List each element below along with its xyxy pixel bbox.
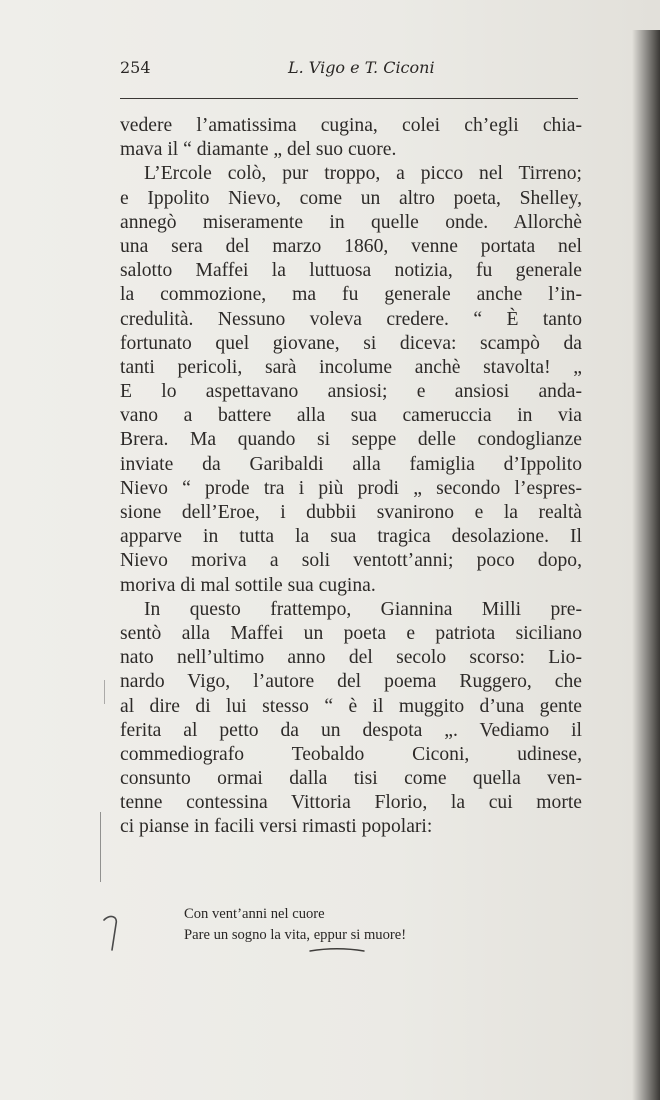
margin-pencil-tick <box>104 680 109 704</box>
text-line: L’Ercole colò, pur troppo, a picco nel Tirreno; <box>144 163 582 185</box>
text-line: annegò miseramente in quelle onde. Allorchè <box>120 211 582 233</box>
text-line: Nievo “ prode tra i più prodi „ secondo l’espres- <box>120 477 582 499</box>
text-line: sentò alla Maffei un poeta e patriota siciliano <box>120 622 582 644</box>
text-line: la commozione, ma fu generale anche l’in- <box>120 284 582 306</box>
verse-quote <box>184 904 544 946</box>
text-line: credulità. Nessuno voleva credere. “ È tanto <box>120 308 582 330</box>
text-line: fortunato quel giovane, si diceva: scampò da <box>120 332 582 354</box>
pencil-underline <box>308 945 366 955</box>
text-line: tenne contessina Vittoria Florio, la cui morte <box>120 792 582 814</box>
verse-line: Con vent’anni nel cuore <box>184 906 325 922</box>
text-line: al dire di lui stesso “ è il muggito d’una gente <box>120 695 582 717</box>
text-line: vedere l’amatissima cugina, colei ch’egli chia- <box>120 115 582 136</box>
text-line: commediografo Teobaldo Ciconi, udinese, <box>120 743 582 765</box>
body-text <box>120 114 582 840</box>
running-head <box>120 58 578 88</box>
text-line: tanti pericoli, sarà incolume anchè stavolta! „ <box>120 356 582 378</box>
text-line: ci pianse in facili versi rimasti popolari: <box>120 816 433 838</box>
text-line: nato nell’ultimo anno del secolo scorso: Lio- <box>120 647 582 669</box>
text-line: moriva di mal sottile sua cugina. <box>120 574 376 596</box>
text-line: salotto Maffei la luttuosa notizia, fu generale <box>120 260 582 282</box>
pencil-mark-icon <box>100 912 124 954</box>
text-line: una sera del marzo 1860, venne portata nel <box>120 235 582 257</box>
page-number: 254 <box>120 58 151 77</box>
text-line: Brera. Ma quando si seppe delle condoglianze <box>120 429 582 451</box>
binding-shadow <box>632 30 660 1100</box>
text-line: sione dell’Eroe, i dubbii svanirono e la realtà <box>120 502 582 523</box>
text-line: inviate da Garibaldi alla famiglia d’Ippolito <box>120 453 582 475</box>
verse-line: Pare un sogno la vita, eppur si muore! <box>184 927 407 943</box>
text-line: Nievo moriva a soli ventott’anni; poco dopo, <box>120 550 582 572</box>
text-line: mava il “ diamante „ del suo cuore. <box>120 139 397 161</box>
text-line: E lo aspettavano ansiosi; e ansiosi anda- <box>120 381 582 403</box>
header-rule <box>120 98 578 99</box>
text-line: nardo Vigo, l’autore del poema Ruggero, che <box>120 671 582 693</box>
header-title: L. Vigo e T. Ciconi <box>288 58 435 77</box>
text-line: In questo frattempo, Giannina Milli pre- <box>144 598 582 620</box>
text-line: vano a battere alla sua cameruccia in via <box>120 405 582 427</box>
text-line: apparve in tutta la sua tragica desolazione. Il <box>120 526 582 548</box>
text-line: consunto ormai dalla tisi come quella ven- <box>120 768 582 790</box>
text-line: e Ippolito Nievo, come un altro poeta, Shelley, <box>120 187 582 209</box>
text-line: ferita al petto da un despota „. Vediamo il <box>120 719 582 741</box>
margin-pencil-line <box>100 812 107 882</box>
